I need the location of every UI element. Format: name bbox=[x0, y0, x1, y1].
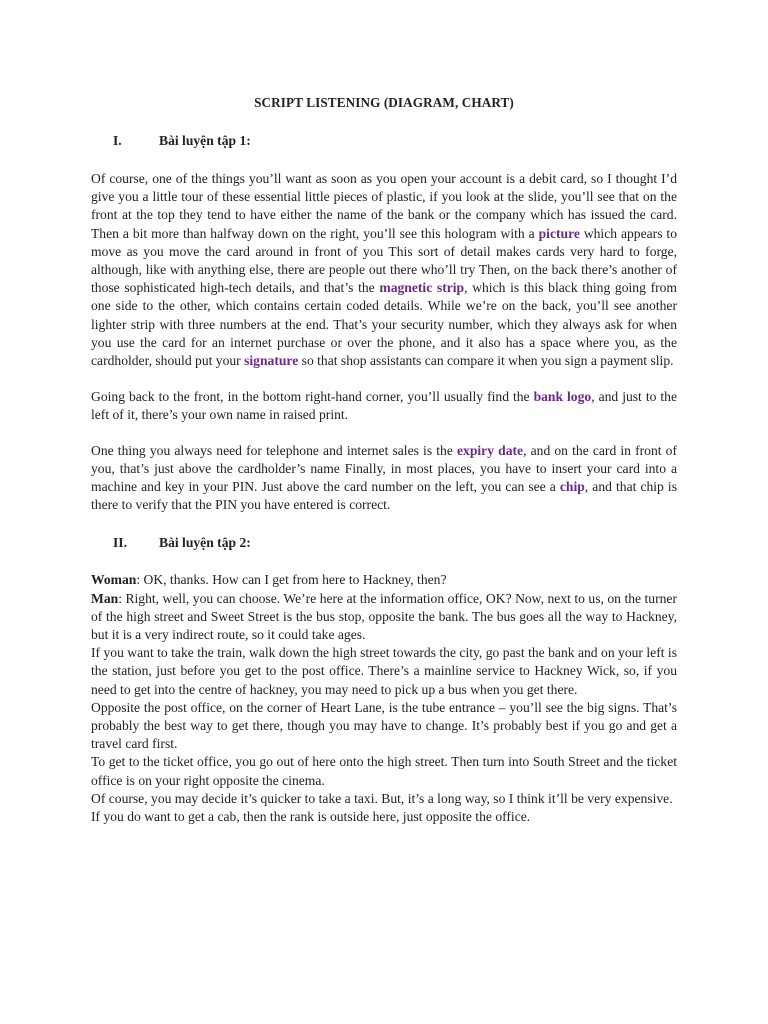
section-title: Bài luyện tập 1: bbox=[159, 133, 251, 148]
text-run: To get to the ticket office, you go out of here onto the high street. Then turn into South Street and the ticket office is on your right opposite the cinema. bbox=[91, 754, 677, 788]
paragraph bbox=[91, 388, 677, 424]
text-run: , and on the card in front of you, that’s just above the cardholder’s name Finally, in most places, you have to insert your card into a machine and key in your PIN. Just above the card number on the left, you can see a bbox=[91, 442, 677, 495]
dialogue-line bbox=[91, 753, 677, 789]
dialogue-line bbox=[91, 808, 677, 826]
section-number: I. bbox=[113, 133, 122, 148]
text-run: , and that chip is there to verify that the PIN you have entered is correct. bbox=[91, 479, 677, 513]
text-run: Going back to the front, in the bottom right-hand corner, you’ll usually find the bbox=[91, 389, 534, 405]
text-run: Of course, you may decide it’s quicker to take a taxi. But, it’s a long way, so I think it’ll be very expensive. bbox=[91, 790, 673, 806]
section-number: II. bbox=[113, 535, 127, 551]
dialogue-line bbox=[91, 790, 677, 808]
text-run: : Right, well, you can choose. We’re here at the information office, OK? Now, next to us, on the turner of the high street and Sweet Street is the bus stop, opposite the bank. The bus goes all the way to Hackney, but it is a very indirect route, so it could take ages. bbox=[91, 590, 677, 643]
text-run: : OK, thanks. How can I get from here to Hackney, then? bbox=[136, 572, 447, 588]
text-run: If you want to take the train, walk down the high street towards the city, go past the bank and on your left is the station, just before you get to the post office. There’s a mainline service to Hackney Wick, so, if you need to get into the centre of hackney, you may need to pick up a bus when you get there. bbox=[91, 645, 677, 697]
section-heading-1 bbox=[91, 132, 677, 150]
keyword: magnetic strip bbox=[379, 280, 465, 296]
dialogue-line bbox=[91, 644, 677, 699]
document-page bbox=[91, 94, 677, 826]
section-title: Bài luyện tập 2: bbox=[159, 535, 251, 551]
dialogue-line bbox=[91, 590, 677, 645]
keyword: expiry date bbox=[457, 442, 524, 458]
keyword: signature bbox=[244, 353, 299, 369]
keyword: bank logo bbox=[533, 389, 592, 405]
paragraph bbox=[91, 442, 677, 515]
text-run: , which is this black thing going from one side to the other, which contains certain coded details. While we’re on the back, you’ll see another lighter strip with three numbers at the end. That’s your security number, which they always ask for when you use the card for an internet purchase or over the phone, and it also has a space where you, as the cardholder, should put your bbox=[91, 280, 678, 369]
text-run: so that shop assistants can compare it when you sign a payment slip. bbox=[298, 353, 674, 369]
speaker-label: Woman bbox=[91, 572, 137, 588]
text-run: which appears to move as you move the card around in front of you This sort of detail makes cards very hard to forge, although, like with anything else, there are people out there who’ll try Then, on the back there’s another of those sophisticated high-tech details, and that’s the bbox=[91, 225, 677, 296]
keyword: chip bbox=[559, 479, 585, 495]
keyword: picture bbox=[538, 225, 580, 241]
dialogue-line bbox=[91, 571, 677, 589]
text-run: , and just to the left of it, there’s your own name in raised print. bbox=[91, 389, 677, 423]
speaker-label: Man bbox=[91, 590, 119, 606]
document-title: SCRIPT LISTENING (DIAGRAM, CHART) bbox=[254, 95, 514, 110]
text-run: If you do want to get a cab, then the rank is outside here, just opposite the office. bbox=[91, 809, 531, 825]
text-run: Of course, one of the things you’ll want as soon as you open your account is a debit card, so I thought I’d give you a little tour of these essential little pieces of plastic, if you look at the slide, you’ll see that on the front at the top they tend to have either the name of the bank or the company which has issued the card. Then a bit more than halfway down on the right, you’ll see this hologram with a bbox=[91, 171, 677, 241]
text-run: One thing you always need for telephone and internet sales is the bbox=[91, 442, 458, 458]
dialogue-line bbox=[91, 699, 677, 754]
dialogue bbox=[91, 571, 677, 826]
paragraph bbox=[91, 170, 677, 370]
section-heading-2 bbox=[91, 534, 677, 552]
text-run: Opposite the post office, on the corner of Heart Lane, is the tube entrance – you’ll see the big signs. That’s probably the best way to get there, though you may have to change. It’s probably best if you go and get a travel card first. bbox=[91, 699, 677, 752]
